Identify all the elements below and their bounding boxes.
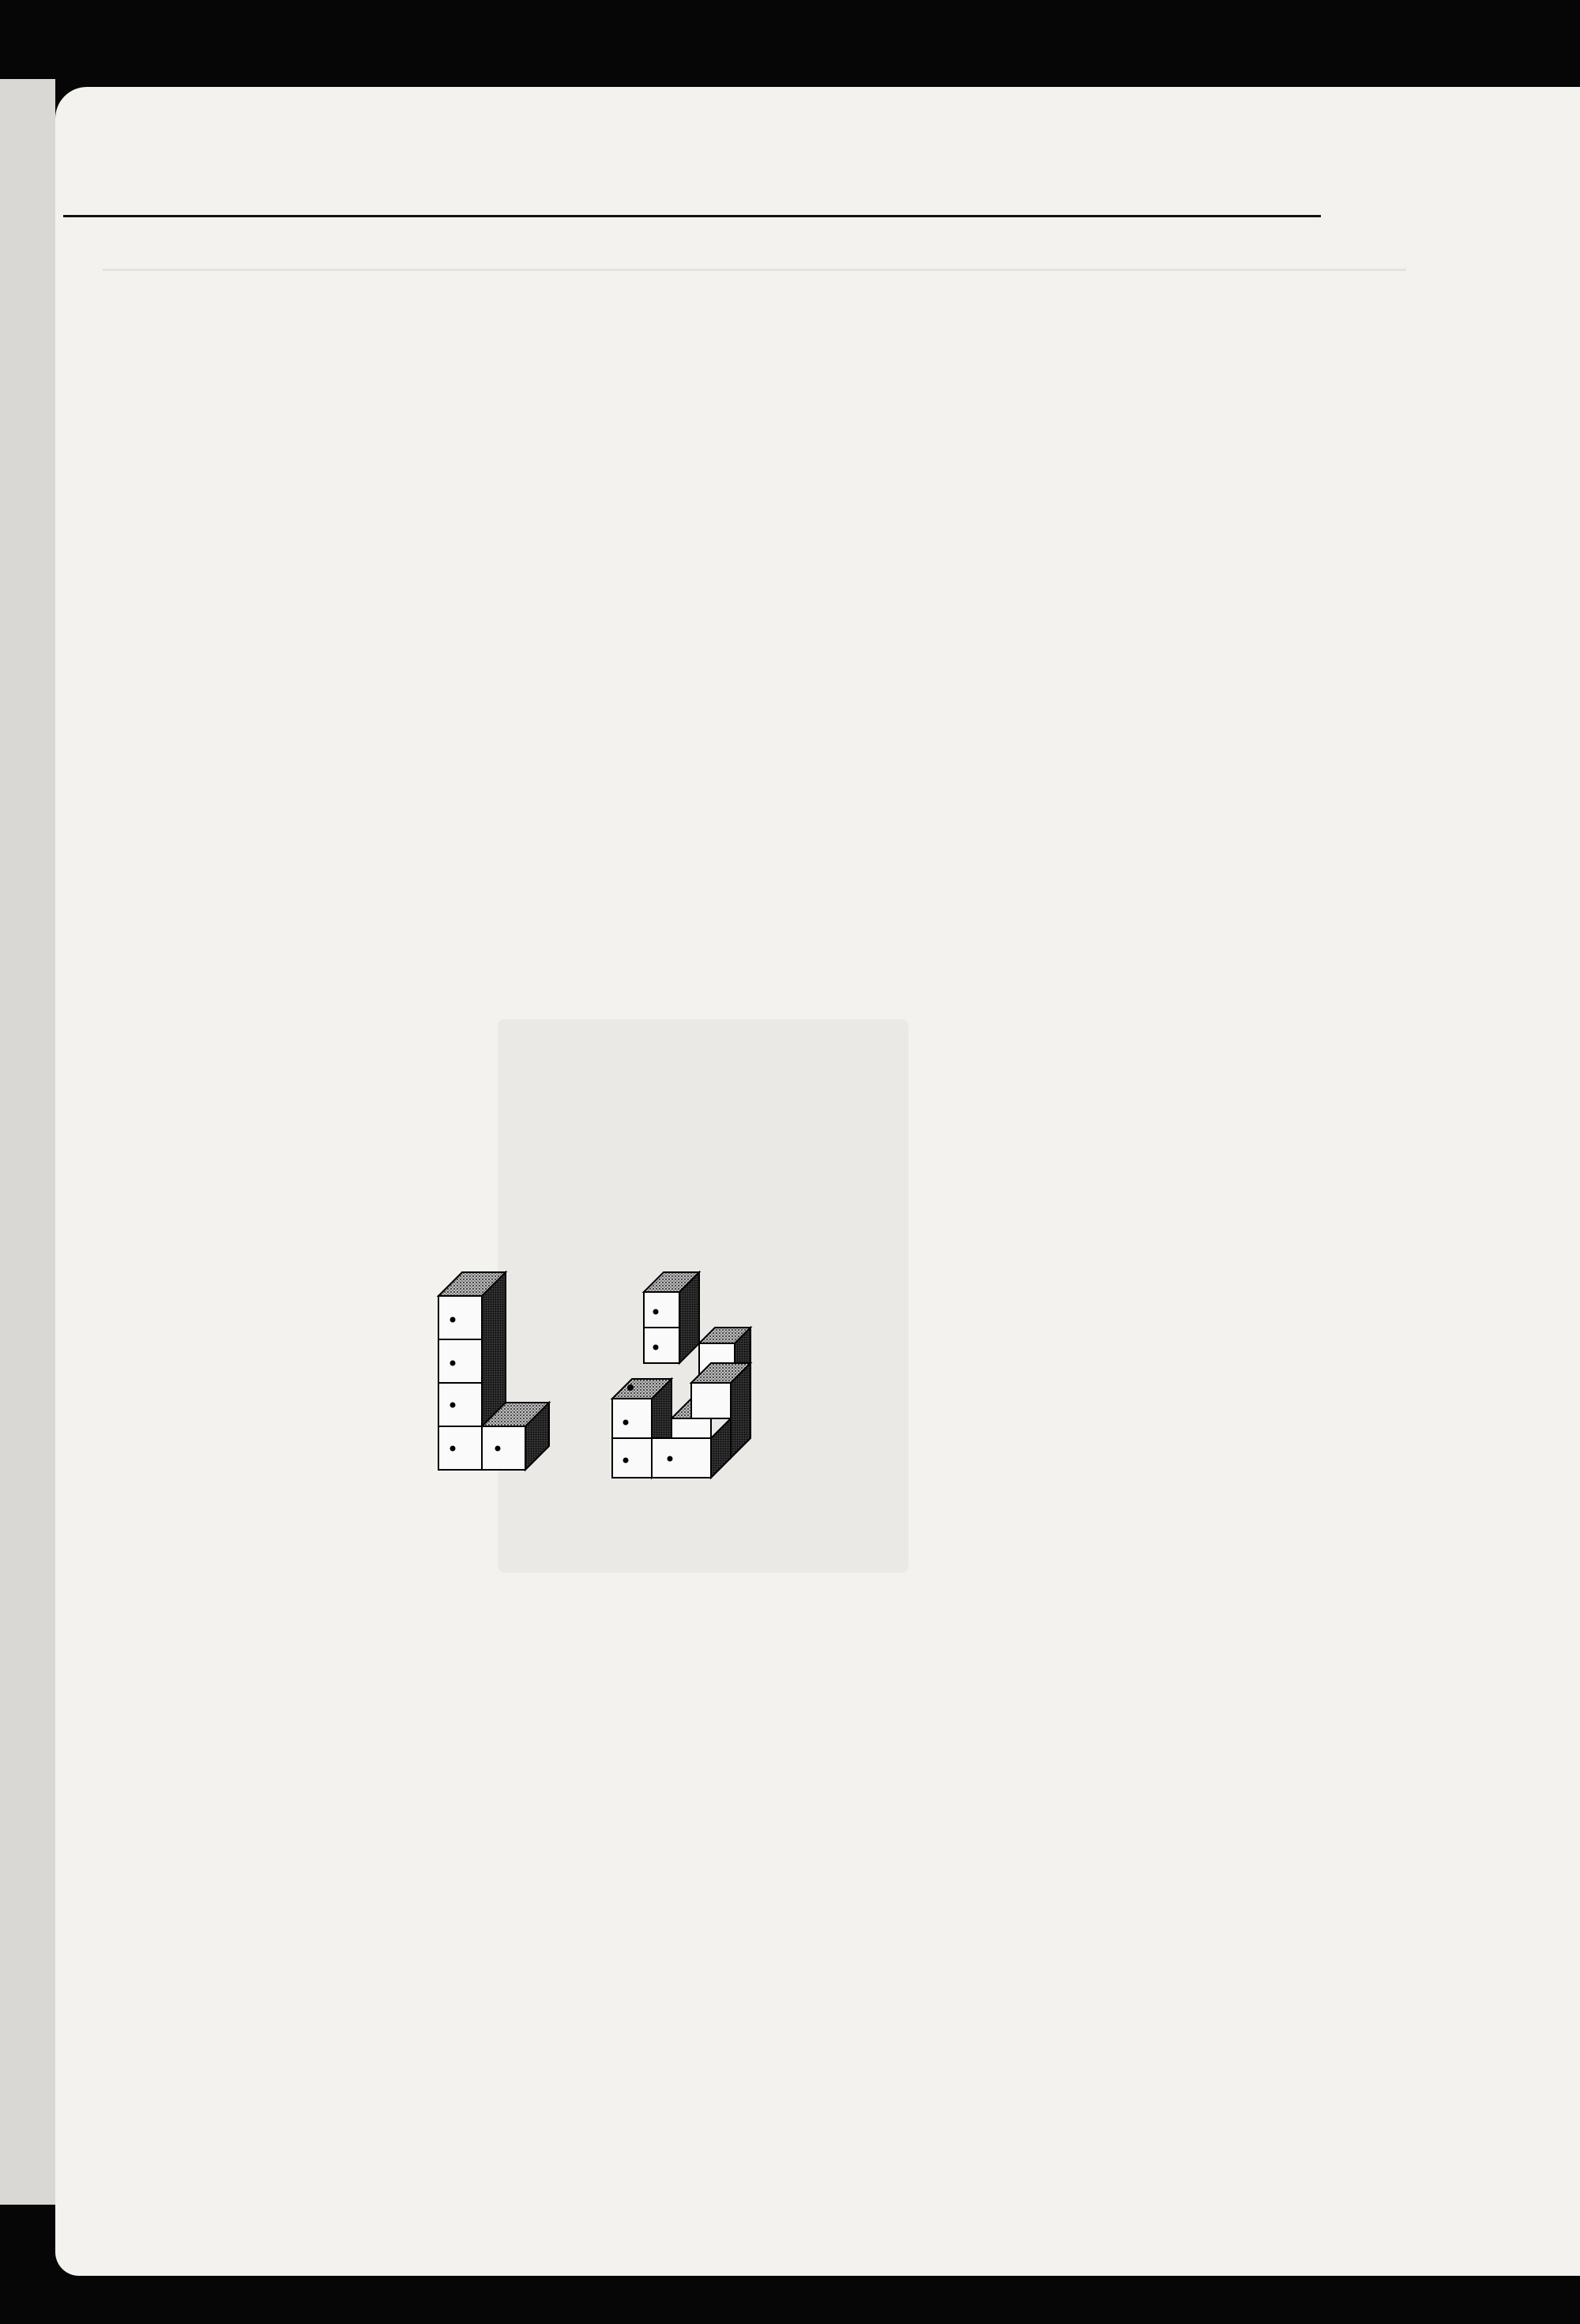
header-rule — [63, 215, 1321, 217]
book-page — [55, 87, 1580, 2276]
cube-buildings-figure — [419, 1225, 814, 1525]
right-cube-building — [612, 1272, 750, 1478]
adjacent-page-edge — [0, 79, 55, 2205]
body-text-bottom — [63, 1549, 1321, 1557]
bleed-through-rule — [103, 269, 1406, 271]
left-cube-building — [438, 1272, 549, 1470]
